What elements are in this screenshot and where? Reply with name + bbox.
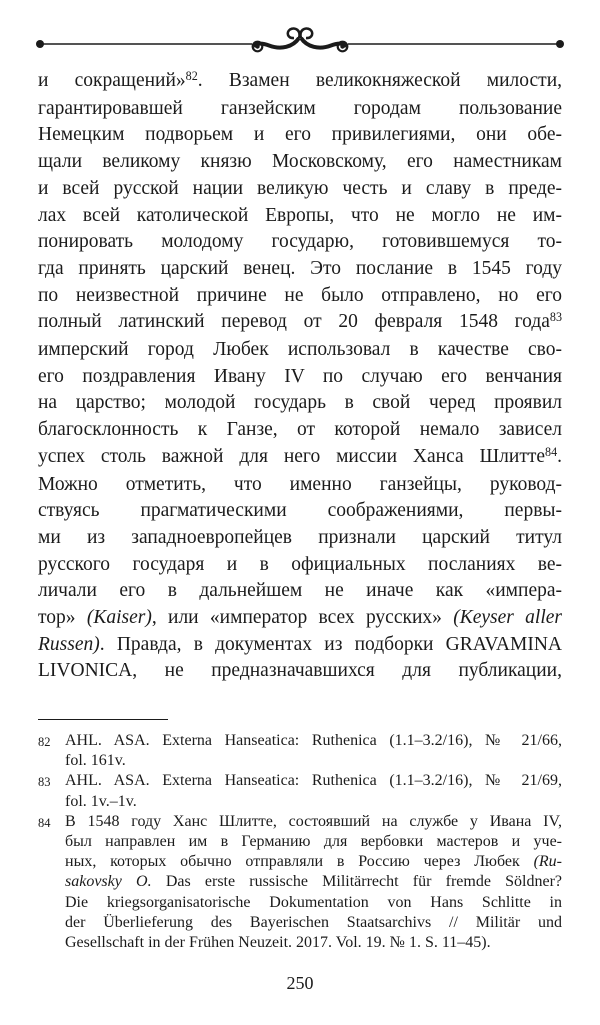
body-line	[38, 390, 562, 417]
text-run: AHL. ASA. Externa Hanseatica: Ruthenica (1.1–3.2/16), № 21/66,	[65, 732, 562, 749]
text-run: гда принять царский венец. Это послание в 1545 году	[38, 257, 562, 279]
footnote-line	[65, 751, 562, 771]
body-line	[38, 149, 562, 176]
footnote-line	[65, 893, 562, 913]
text-run: имперский город Любек использовал в качестве сво-	[38, 339, 562, 361]
text-run: и сокращений»	[38, 70, 186, 91]
text-run: по неизвестной причине не было отправлено, но его	[38, 284, 562, 306]
text-run: понировать молодому государю, готовившемуся то-	[38, 231, 562, 253]
text-run: и всей русской нации великую честь и славу в преде-	[38, 177, 562, 199]
text-run: fol. 1v.–1v.	[65, 792, 137, 810]
body-line	[38, 417, 562, 444]
text-run: ных, которых обычно отправляли в Россию через Любек	[65, 853, 534, 871]
italic-text: (Kaiser)	[86, 607, 152, 629]
body-line	[38, 96, 562, 123]
text-run: тор»	[38, 607, 87, 629]
text-run: личали его в дальнейшем не иначе как «импера-	[38, 580, 562, 602]
text-run: . Взамен великокняжеской милости,	[197, 70, 563, 91]
text-run: Die kriegsorganisatorische Dokumentation von Hans Schlitte in	[65, 893, 562, 911]
body-line	[38, 552, 562, 579]
body-line	[38, 364, 562, 391]
body-line	[38, 605, 562, 632]
body-line	[38, 176, 562, 203]
text-run: AHL. ASA. Externa Hanseatica: Ruthenica (1.1–3.2/16), № 21/69,	[65, 772, 562, 790]
body-line	[38, 229, 562, 256]
text-run: гарантировавшей ганзейским городам пользование	[38, 97, 562, 119]
text-run: ствуясь прагматическими соображениями, первы-	[38, 500, 562, 522]
italic-text: (Ru-	[533, 853, 562, 871]
body-line	[38, 203, 562, 230]
footnote-item	[38, 771, 562, 811]
body-line	[38, 632, 562, 659]
divider-line	[36, 40, 564, 48]
text-run: der Überlieferung des Bayerischen Staatsarchivs // Militär und	[65, 913, 562, 931]
footnote-line	[65, 731, 562, 751]
body-line	[38, 337, 562, 364]
footnote-number: 82	[38, 735, 51, 749]
text-run: его поздравления Ивану IV по случаю его венчания	[38, 365, 562, 387]
text-run: на царство; молодой государь в свой черед проявил	[38, 392, 562, 414]
text-run: полный латинский перевод от 20 февраля 1548 года	[38, 311, 550, 333]
body-line	[38, 525, 562, 552]
body-line	[38, 444, 562, 472]
text-run: русского государя и в официальных посланиях ве-	[38, 553, 562, 575]
body-line	[38, 283, 562, 310]
footnote-ref: 84	[545, 444, 558, 459]
body-line	[38, 578, 562, 605]
text-run: ми из западноевропейцев признали царский титул	[38, 526, 562, 548]
text-run: Das erste russische Militärrecht für fremde Söldner?	[151, 873, 562, 891]
footnote-number: 84	[38, 815, 51, 830]
footnote-line	[65, 771, 562, 791]
text-run: был направлен им в Германию для вербовки мастеров и уче-	[65, 833, 562, 851]
body-line	[38, 256, 562, 283]
footnote-line	[65, 812, 562, 832]
footnote-item	[38, 812, 562, 953]
body-line	[38, 658, 562, 685]
italic-text: Russen)	[38, 633, 100, 655]
body-line	[38, 122, 562, 149]
footnote-ref: 83	[549, 310, 562, 325]
footnote-ref: 82	[185, 68, 198, 83]
body-text	[38, 68, 562, 685]
text-run: благосклонность к Ганзе, от которой немало зависел	[38, 419, 562, 441]
text-run: , или «император всех русских»	[151, 607, 454, 629]
body-line	[38, 498, 562, 525]
text-run: В 1548 году Ханс Шлитте, состоявший на службе у Ивана IV,	[65, 812, 562, 830]
text-run: лах всей католической Европы, что не могло не им-	[38, 204, 562, 226]
divider-flourish	[253, 28, 348, 51]
text-run: .	[557, 445, 562, 467]
footnote-line	[65, 872, 562, 892]
footnote-line	[65, 832, 562, 852]
footnote-item	[38, 731, 562, 771]
footnote-number: 83	[38, 775, 51, 790]
page-number: 250	[286, 973, 314, 993]
footnotes	[38, 731, 562, 953]
footnote-line	[65, 852, 562, 872]
text-run: Немецким подворьем и его привилегиями, они обе-	[38, 124, 562, 146]
header-ornament-icon	[0, 0, 600, 70]
footnote-separator	[38, 719, 168, 720]
italic-text: sakovsky O.	[65, 873, 152, 891]
text-run: Можно отметить, что именно ганзейцы, руковод-	[38, 473, 562, 495]
text-run: LIVONICA, не предназначавшихся для публикации,	[38, 660, 562, 682]
text-run: fol. 161v.	[65, 752, 126, 770]
footnote-line	[65, 933, 562, 953]
text-run: успех столь важной для него миссии Ханса Шлитте	[38, 445, 546, 467]
body-line	[38, 472, 562, 499]
footnote-line	[65, 913, 562, 933]
footnote-line	[65, 792, 562, 812]
text-run: . Правда, в документах из подборки GRAVAMINA	[99, 633, 562, 655]
text-run: щали великому князю Московскому, его наместникам	[38, 151, 562, 173]
italic-text: (Keyser aller	[453, 607, 562, 629]
text-run: Gesellschaft in der Frühen Neuzeit. 2017. Vol. 19. № 1. S. 11–45).	[65, 934, 491, 952]
body-line	[38, 309, 562, 337]
body-line	[38, 68, 562, 96]
